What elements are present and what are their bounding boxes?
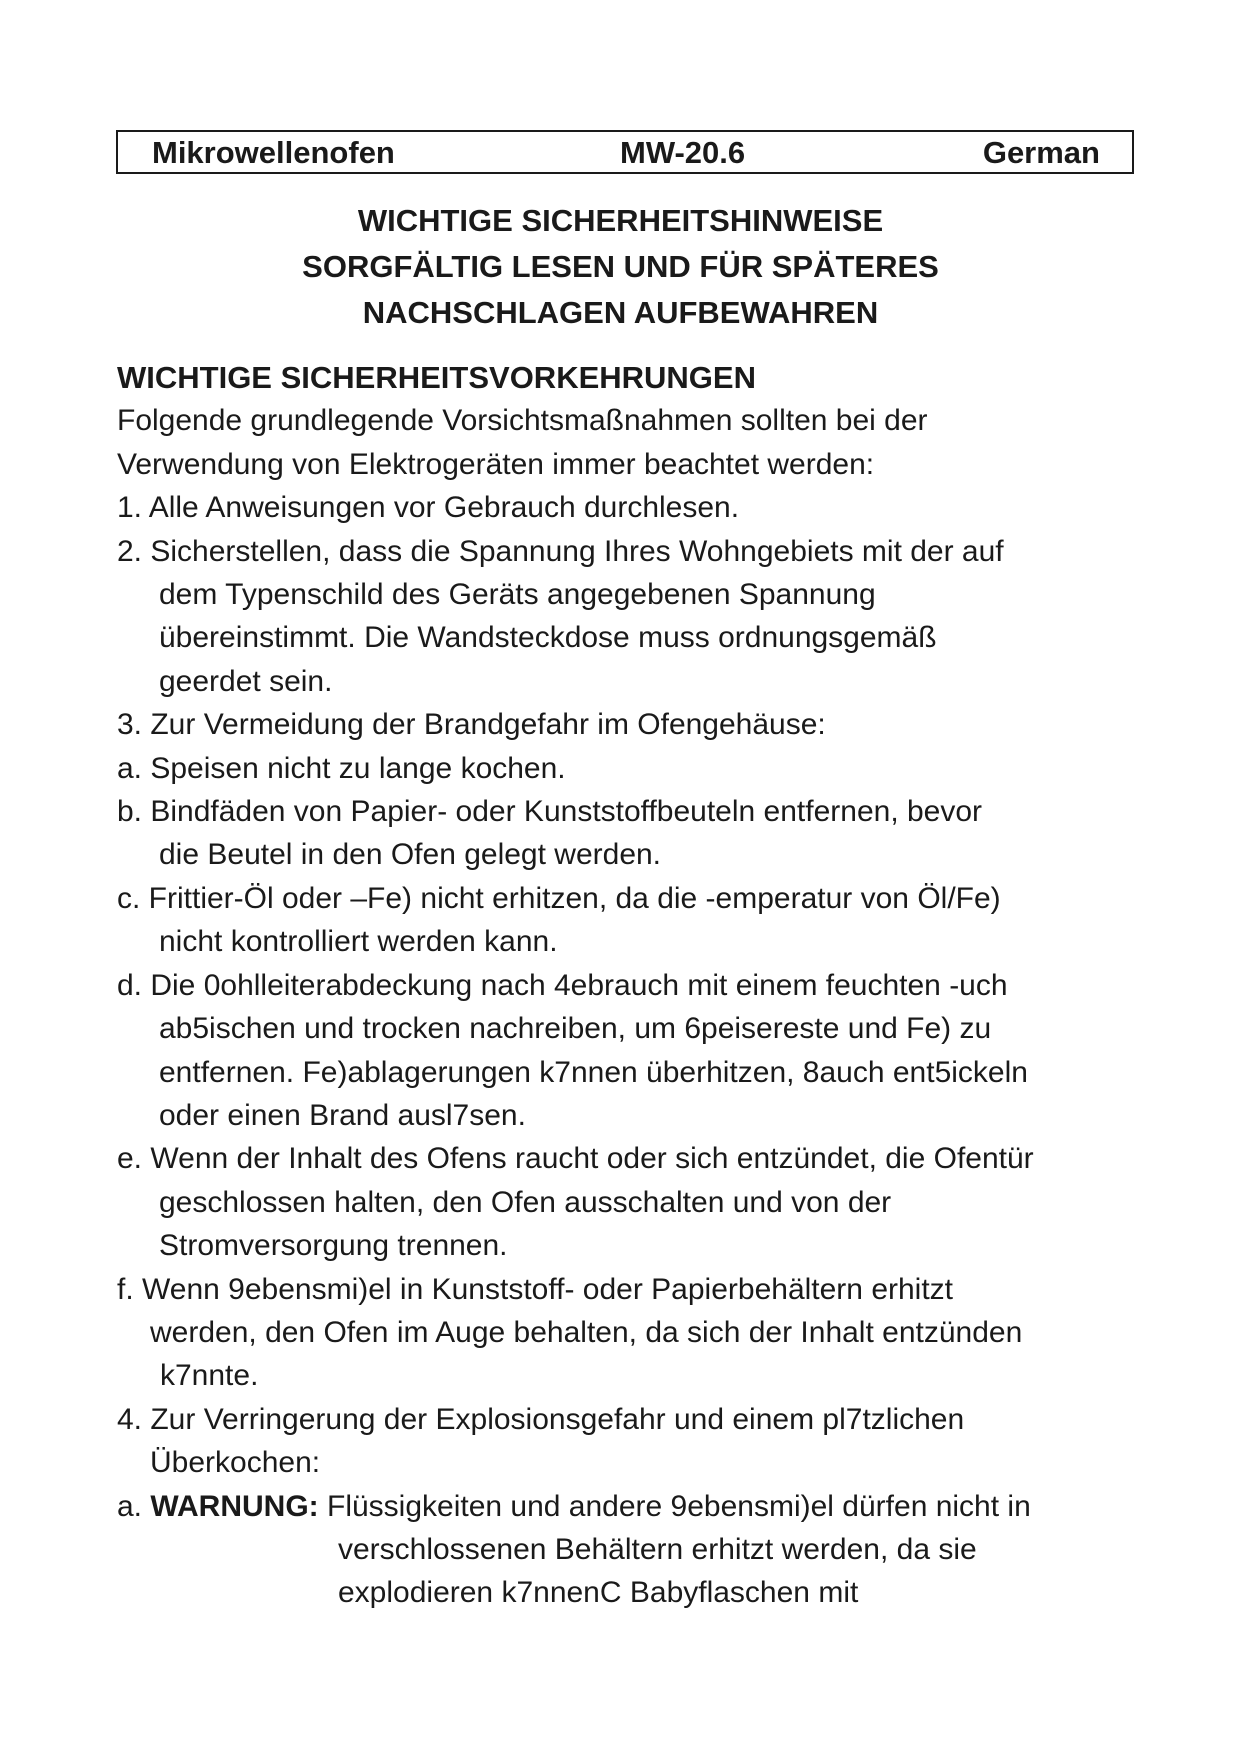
title-line: NACHSCHLAGEN AUFBEWAHREN <box>362 295 879 330</box>
list-item-3b-cont: die Beutel in den Ofen gelegt werden. <box>159 838 662 872</box>
document-header <box>116 130 1134 174</box>
title-line: SORGFÄLTIG LESEN UND FÜR SPÄTERES <box>302 249 939 284</box>
page-title <box>0 198 1241 336</box>
list-item-4a <box>117 1485 1147 1528</box>
list-item-3f: f. Wenn 9ebensmi)el in Kunststoff- oder Papierbehältern erhitzt <box>117 1272 954 1306</box>
intro-line: Folgende grundlegende Vorsichtsmaßnahmen sollten bei der <box>117 404 928 438</box>
header-product-name: Mikrowellenofen <box>152 135 395 170</box>
list-item-1: 1. Alle Anweisungen vor Gebrauch durchlesen. <box>117 491 740 525</box>
header-language: German <box>982 135 1100 170</box>
warning-label: WARNUNG: <box>150 1489 319 1523</box>
list-item-4: 4. Zur Verringerung der Explosionsgefahr und einem pl7tzlichen <box>117 1402 965 1436</box>
list-item-2-cont: dem Typenschild des Geräts angegebenen Spannung <box>159 578 876 612</box>
section-heading: WICHTIGE SICHERHEITSVORKEHRUNGEN <box>117 360 756 395</box>
list-item-3: 3. Zur Vermeidung der Brandgefahr im Ofengehäuse: <box>117 708 826 742</box>
list-item-4a-prefix: a. <box>117 1489 151 1523</box>
title-line: WICHTIGE SICHERHEITSHINWEISE <box>357 203 884 238</box>
header-model-number: MW-20.6 <box>620 135 746 170</box>
list-item-2: 2. Sicherstellen, dass die Spannung Ihres Wohngebiets mit der auf <box>117 534 1004 568</box>
list-item-3d-cont: ab5ischen und trocken nachreiben, um 6peisereste und Fe) zu <box>159 1012 992 1046</box>
list-item-3e: e. Wenn der Inhalt des Ofens raucht oder sich entzündet, die Ofentür <box>117 1142 1034 1176</box>
intro-line: Verwendung von Elektrogeräten immer beachtet werden: <box>117 447 875 481</box>
list-item-3b: b. Bindfäden von Papier- oder Kunststoffbeuteln entfernen, bevor <box>117 795 983 829</box>
list-item-2-cont: übereinstimmt. Die Wandsteckdose muss ordnungsgemäß <box>159 621 937 655</box>
list-item-3d-cont: oder einen Brand ausl7sen. <box>159 1098 526 1132</box>
list-item-3d: d. Die 0ohlleiterabdeckung nach 4ebrauch mit einem feuchten -uch <box>117 968 1008 1002</box>
list-item-3c: c. Frittier-Öl oder –Fe) nicht erhitzen, da die -emperatur von Öl/Fe) <box>117 881 1001 915</box>
list-item-4a-cont: verschlossenen Behältern erhitzt werden, da sie <box>338 1532 977 1566</box>
safety-section <box>117 356 1147 1615</box>
list-item-3f-cont: werden, den Ofen im Auge behalten, da sich der Inhalt entzünden <box>150 1315 1023 1349</box>
list-item-3d-cont: entfernen. Fe)ablagerungen k7nnen überhitzen, 8auch ent5ickeln <box>159 1055 1028 1089</box>
list-item-2-cont: geerdet sein. <box>159 664 333 698</box>
list-item-4-cont: Überkochen: <box>150 1446 321 1480</box>
list-item-3e-cont: Stromversorgung trennen. <box>159 1229 508 1263</box>
list-item-3a: a. Speisen nicht zu lange kochen. <box>117 751 566 785</box>
list-item-3e-cont: geschlossen halten, den Ofen ausschalten und von der <box>159 1185 892 1219</box>
list-item-3c-cont: nicht kontrolliert werden kann. <box>159 925 558 959</box>
list-item-3f-cont: k7nnte. <box>160 1359 259 1393</box>
list-item-4a-text: Flüssigkeiten und andere 9ebensmi)el dürfen nicht in <box>318 1489 1031 1523</box>
list-item-4a-cont: explodieren k7nnenC Babyflaschen mit <box>338 1576 859 1610</box>
